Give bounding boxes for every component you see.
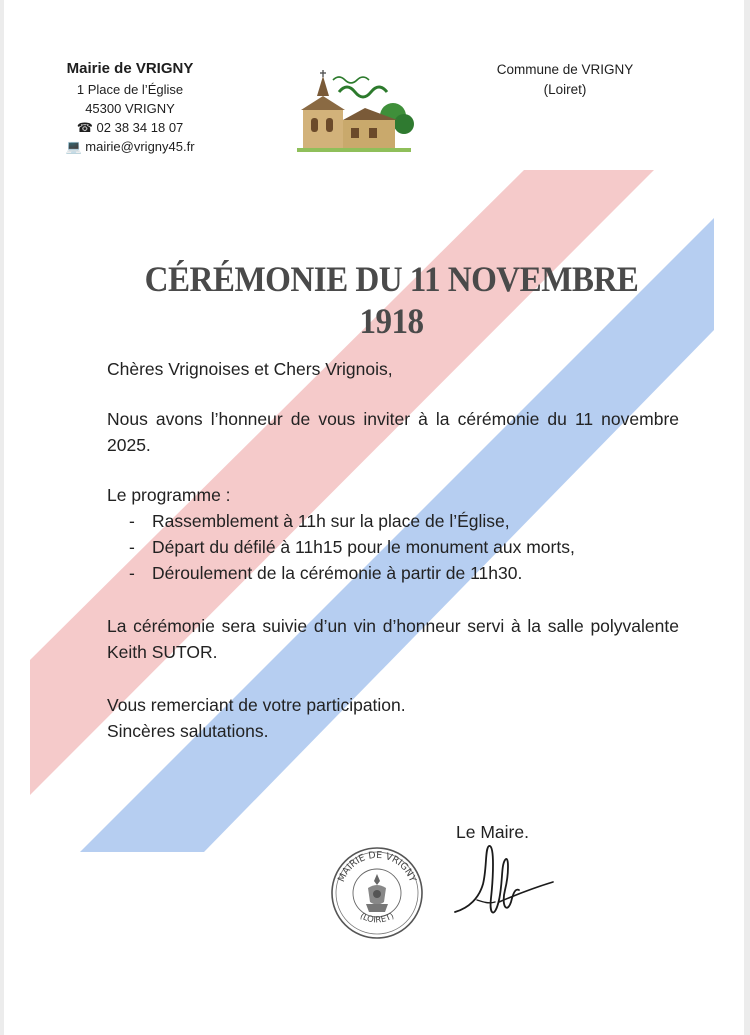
program-item-text: Déroulement de la cérémonie à partir de 11h30. [152,563,523,583]
sender-city: 45300 VRIGNY [85,101,175,116]
commune-name: Commune de VRIGNY [496,62,634,77]
sender-name: Mairie de VRIGNY [66,60,194,77]
commune-header [490,60,640,100]
program-item-text: Départ du défilé à 11h15 pour le monument aux morts, [152,537,575,557]
reception-paragraph: La cérémonie sera suivie d’un vin d’honneur servi à la salle polyvalente Keith SUTOR. [107,616,679,662]
mayor-signature [449,840,559,930]
program-heading: Le programme : [107,485,231,505]
ceremony-title: CÉRÉMONIE DU 11 NOVEMBRE 1918 [144,259,639,341]
sender-phone-line [44,118,216,137]
list-item: - Déroulement de la cérémonie à partir de 11h30. [129,563,523,583]
sender-phone: 02 38 34 18 07 [96,120,184,135]
commune-region: (Loiret) [543,82,587,97]
sender-address: 1 Place de l’Église [76,82,184,97]
town-seal [330,846,424,940]
sender-block [44,60,216,156]
letter-body [107,356,679,744]
sender-email-line [44,137,216,156]
invitation-paragraph: Nous avons l’honneur de vous inviter à la cérémonie du 11 novembre 2025. [107,409,679,455]
letter-page [4,0,744,1035]
mayor-title: Le Maire. [456,822,529,842]
laptop-icon: 💻 [65,139,82,154]
list-item: - Départ du défilé à 11h15 pour le monument aux morts, [129,537,575,557]
closing-line: Sincères salutations. [107,721,269,741]
sender-email: mairie@vrigny45.fr [85,139,195,154]
greeting: Chères Vrignoises et Chers Vrignois, [107,359,393,379]
commune-logo [293,68,417,156]
svg-text:MAIRIE DE VRIGNY: MAIRIE DE VRIGNY [336,849,418,884]
svg-text:(LOIRET): (LOIRET) [358,911,396,926]
thanks-line: Vous remerciant de votre participation. [107,695,406,715]
list-item: - Rassemblement à 11h sur la place de l’Église, [129,511,510,531]
phone-icon: ☎ [76,120,93,135]
program-item-text: Rassemblement à 11h sur la place de l’Église, [152,511,510,531]
program-list [107,508,679,586]
